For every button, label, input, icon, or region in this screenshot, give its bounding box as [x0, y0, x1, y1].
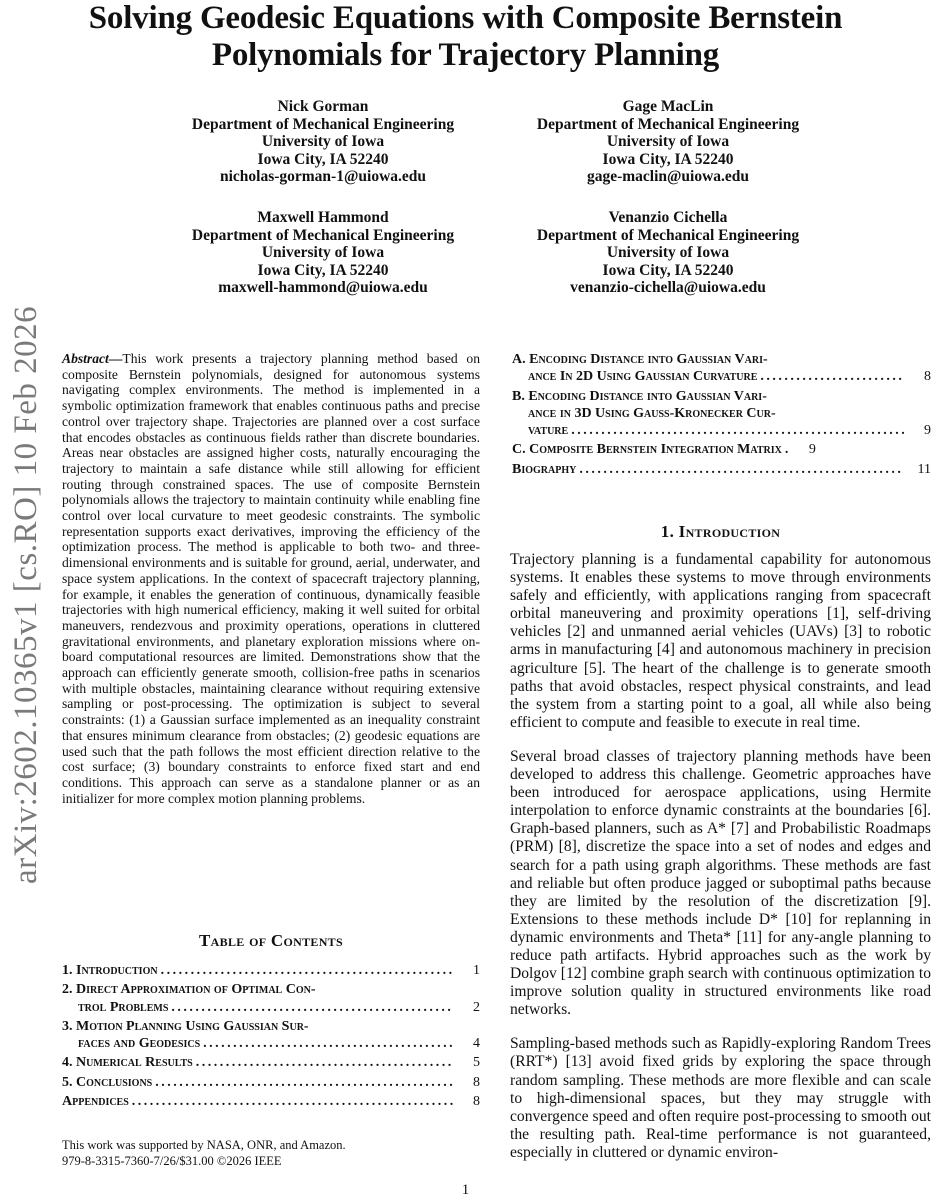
footnote	[62, 1137, 346, 1169]
toc-entry-direct-approximation[interactable]: 2. Direct Approximation of Optimal Con- trol Problems . . . 2	[62, 981, 480, 1016]
toc-entry-conclusions[interactable]: 5. Conclusions . . . 8	[62, 1074, 480, 1091]
copyright-note: 979-8-3315-7360-7/26/$31.00 ©2026 IEEE	[62, 1154, 282, 1168]
author-univ: University of Iowa	[261, 133, 385, 150]
section-heading-introduction: 1. Introduction	[660, 522, 781, 541]
author-dept: Department of Mechanical Engineering	[191, 115, 455, 133]
author-email: venanzio-cichella@uiowa.edu	[570, 279, 766, 296]
author-dept: Department of Mechanical Engineering	[191, 226, 455, 244]
toc-entry-motion-planning[interactable]: 3. Motion Planning Using Gaussian Sur- faces and Geodesics . . . 4	[62, 1018, 480, 1053]
author-dept: Department of Mechanical Engineering	[536, 115, 800, 133]
author-block-3	[160, 209, 486, 297]
author-email: nicholas-gorman-1@uiowa.edu	[219, 168, 427, 185]
author-univ: University of Iowa	[606, 244, 730, 261]
author-block-1	[160, 98, 486, 186]
toc-entry-numerical-results[interactable]: 4. Numerical Results . . . 5	[62, 1054, 480, 1071]
page-number: 1	[461, 1182, 470, 1198]
author-city: Iowa City, IA 52240	[257, 261, 389, 279]
author-city: Iowa City, IA 52240	[602, 150, 734, 168]
toc-entry-appendix-b[interactable]: B. Encoding Distance into Gaussian Vari- ance in 3D Using Gauss-Kronecker Cur- vature . . . 9	[512, 388, 931, 440]
intro-paragraph-2: Several broad classes of trajectory planning methods have been developed to address this challenge. Geometric approaches have been introduced for aerospace applications, using Hermite interpolation to enforce dynamic constraints at the boundaries [6]. Graph-based planners, such as A* [7] and Probabilistic Roadmaps (PRM) [8], discretize the space into a set of nodes and edges and search for a path using graph algorithms. These methods are fast and reliable but often produce jagged or suboptimal paths because they are limited by the resolution of the discretization [9]. Extensions to these methods include D* [10] for replanning in dynamic environments and Theta* [11] for any-angle planning to reduce path artifacts. Hybrid approaches such as the work by Dolgov [12] combine graph search with continuous optimization to improve solution quality in structured environments like road networks.	[510, 747, 931, 1019]
author-dept: Department of Mechanical Engineering	[536, 226, 800, 244]
introduction-body	[510, 551, 931, 1178]
toc-heading: Table of Contents	[199, 931, 343, 950]
author-univ: University of Iowa	[606, 133, 730, 150]
abstract-text: This work presents a trajectory planning method based on composite Bernstein polynomials, designed for autonomous systems navigating complex environments. The method is implemented in a symbolic optimization framework that enables continuous paths and precise control over trajectory shape. Trajectories are planned over a cost surface that encodes obstacles as continuous fields rather than discrete boundaries. Areas near obstacles are assigned higher costs, naturally encouraging the trajectory to maintain a safe distance while still allowing for efficient routing through constrained spaces. The use of composite Bernstein polynomials allows the trajectory to maintain continuity while enabling fine control over local curvature to meet geodesic constraints. The symbolic representation supports exact derivatives, improving the efficiency of the optimization process. The method is applicable to both two- and three-dimensional environments and is suitable for ground, aerial, underwater, and space system applications. In the context of spacecraft trajectory planning, for example, it enables the generation of continuous, dynamically feasible trajectories with high numerical efficiency, making it well suited for orbital maneuvers, rendezvous and proximity operations, operations in cluttered gravitational environments, and planetary exploration missions where on-board computational resources are limited. Demonstrations show that the approach can efficiently generate smooth, collision-free paths in scenarios with multiple obstacles, maintaining clearance without requiring extensive sampling or post-processing. The optimization is subject to several constraints: (1) a Gaussian surface implemented as an inequality constraint that ensures minimum clearance from obstacles; (2) geodesic equations are used such that the path follows the most efficient direction relative to the cost surface; (3) boundary constraints to enforce fixed start and end conditions. This approach can serve as a standalone planner or as an initializer for more complex motion planning problems.	[62, 351, 480, 806]
author-city: Iowa City, IA 52240	[602, 261, 734, 279]
author-name: Nick Gorman	[277, 98, 369, 115]
toc-right	[512, 351, 931, 480]
toc-left	[62, 962, 480, 1112]
author-block-2	[505, 98, 831, 186]
author-block-4	[505, 209, 831, 297]
toc-entry-appendix-a[interactable]: A. Encoding Distance into Gaussian Vari- ance In 2D Using Gaussian Curvature . . . 8	[512, 351, 931, 386]
intro-paragraph-3: Sampling-based methods such as Rapidly-exploring Random Trees (RRT*) [13] avoid fixed grids by exploring the space through random sampling. These methods are more flexible and can scale to high-dimensional spaces, but they may struggle with convergence speed and often require post-processing to smooth out the resulting path. Real-time performance is not guaranteed, especially in cluttered or dynamic environ-	[510, 1035, 931, 1161]
author-email: gage-maclin@uiowa.edu	[586, 168, 750, 185]
author-city: Iowa City, IA 52240	[257, 150, 389, 168]
toc-entry-biography[interactable]: Biography . . . 11	[512, 461, 931, 478]
intro-paragraph-1: Trajectory planning is a fundamental capability for autonomous systems. It enables these systems to move through environments safely and efficiently, with applications ranging from spacecraft orbital maneuvering and proximity operations [1], self-driving vehicles [2] and unmanned aerial vehicles (UAVs) [3] to robotic arms in manufacturing [4] and autonomous machinery in precision agriculture [5]. The heart of the challenge is to generate smooth paths that avoid obstacles, respect physical constraints, and lead the system from a starting point to a goal, all while also being efficient to compute and feasible to execute in real time.	[510, 551, 931, 731]
abstract-dash: —	[108, 351, 123, 366]
author-name: Maxwell Hammond	[257, 209, 389, 226]
arxiv-watermark: arXiv:2602.10365v1 [cs.RO] 10 Feb 2026	[8, 305, 44, 884]
author-name: Gage MacLin	[622, 98, 714, 115]
author-univ: University of Iowa	[261, 244, 385, 261]
funding-note: This work was supported by NASA, ONR, and Amazon.	[62, 1138, 346, 1152]
toc-entry-introduction[interactable]: 1. Introduction . . . 1	[62, 962, 480, 979]
paper-title: Solving Geodesic Equations with Composite Bernstein Polynomials for Trajectory Planning	[88, 0, 843, 73]
abstract-label: Abstract	[62, 351, 109, 366]
author-email: maxwell-hammond@uiowa.edu	[218, 279, 428, 296]
toc-entry-appendices[interactable]: Appendices . . . 8	[62, 1093, 480, 1110]
abstract	[62, 351, 480, 806]
toc-entry-appendix-c[interactable]: C. Composite Bernstein Integration Matrix . . . 9	[512, 441, 931, 458]
author-name: Venanzio Cichella	[608, 209, 728, 226]
